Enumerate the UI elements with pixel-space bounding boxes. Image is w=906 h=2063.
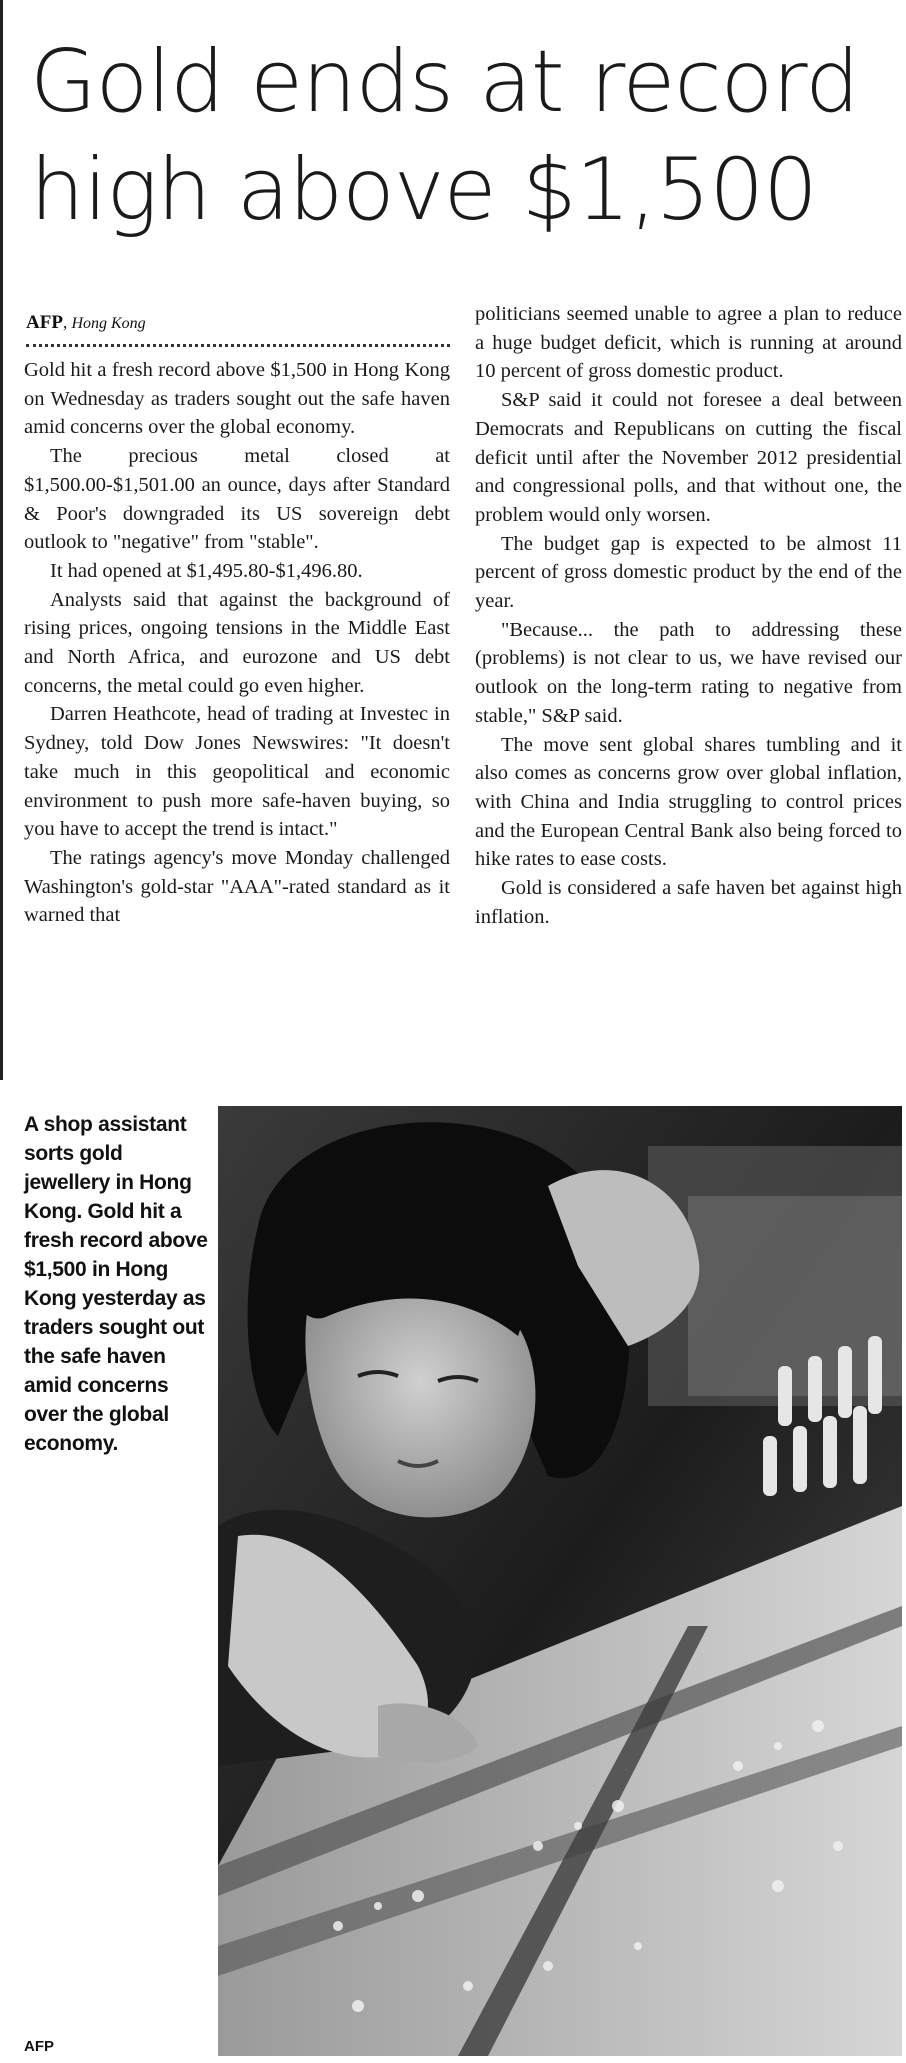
headline-line-1: Gold ends at record	[30, 32, 859, 132]
paragraph: The budget gap is expected to be almost 11 percent of gross domestic product by the end of the year.	[475, 532, 902, 613]
paragraph: Gold is considered a safe haven bet against high inflation.	[475, 877, 902, 928]
paragraph: Darren Heathcote, head of trading at Investec in Sydney, told Dow Jones Newswires: "It doesn't take much in this geopolitical and economic environment to push more safe-haven buying, so you have to accept the trend is intact."	[24, 703, 450, 841]
byline-agency: AFP	[26, 312, 63, 333]
column-rule	[0, 0, 3, 1080]
dotted-divider	[26, 344, 450, 347]
article-column-2	[475, 300, 902, 931]
article-column-1	[24, 356, 450, 930]
paragraph: S&P said it could not foresee a deal between Democrats and Republicans on cutting the fiscal deficit until after the November 2012 presidential and congressional polls, and that without one, the problem would only worsen.	[475, 389, 902, 526]
paragraph: The ratings agency's move Monday challenged Washington's gold-star "AAA"-rated standard as it warned that	[24, 846, 450, 927]
paragraph: The precious metal closed at $1,500.00-$1,501.00 an ounce, days after Standard & Poor's downgraded its US sovereign debt outlook to "negative" from "stable".	[24, 445, 450, 554]
photo-credit: AFP	[24, 2038, 54, 2055]
paragraph: Gold hit a fresh record above $1,500 in Hong Kong on Wednesday as traders sought out the safe haven amid concerns over the global economy.	[24, 359, 450, 439]
paragraph: The move sent global shares tumbling and it also comes as concerns grow over global inflation, with China and India struggling to control prices and the European Central Bank also being forced to hike rates to ease costs.	[475, 733, 902, 871]
byline-place: Hong Kong	[71, 315, 146, 332]
paragraph: It had opened at $1,495.80-$1,496.80.	[50, 559, 363, 582]
headline	[30, 28, 900, 244]
paragraph: politicians seemed unable to agree a plan to reduce a huge budget deficit, which is running at around 10 percent of gross domestic product.	[475, 303, 902, 383]
paragraph: Analysts said that against the background of rising prices, ongoing tensions in the Middle East and North Africa, and eurozone and US debt concerns, the metal could go even higher.	[24, 588, 450, 697]
news-photo	[218, 1106, 902, 2056]
headline-line-2: high above $1,500	[30, 140, 817, 240]
photo-illustration	[218, 1106, 902, 2056]
byline: AFP, Hong Kong	[26, 312, 146, 333]
paragraph: "Because... the path to addressing these (problems) is not clear to us, we have revised our outlook on the long-term rating to negative from stable," S&P said.	[475, 618, 902, 727]
photo-caption: A shop assistant sorts gold jewellery in Hong Kong. Gold hit a fresh record above $1,500 in Hong Kong yesterday as traders sought out the safe haven amid concerns over the global economy.	[24, 1113, 208, 1455]
